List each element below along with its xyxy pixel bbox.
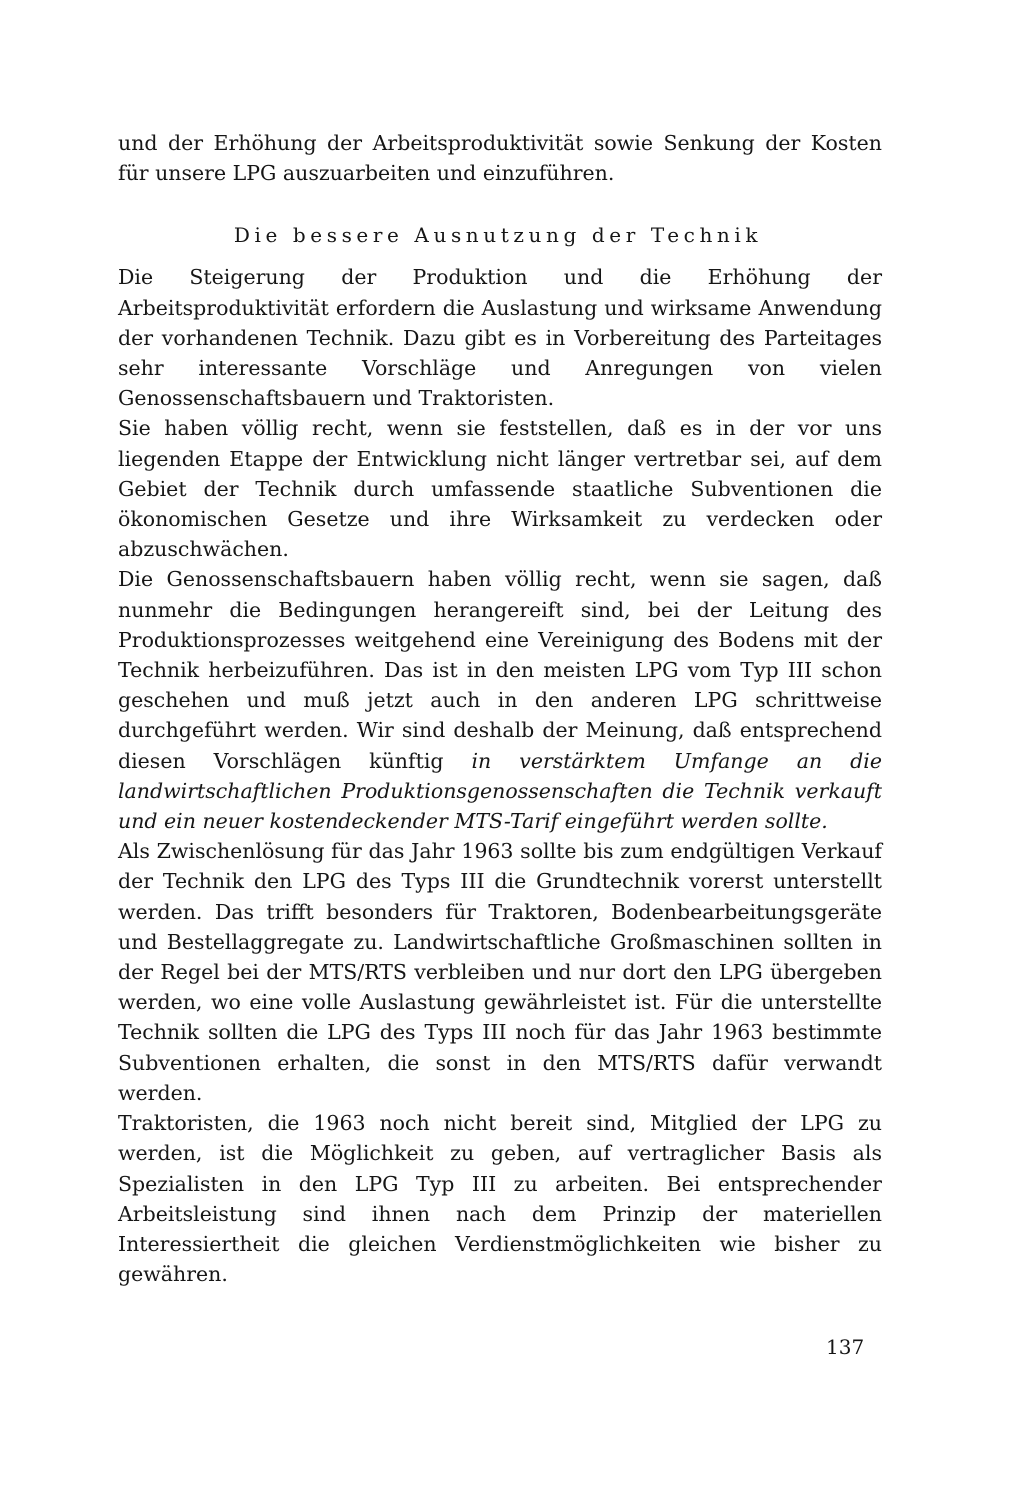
paragraph-technology-use: Die Steigerung der Produktion und die Erhöhung der Arbeitsproduktivität erfordern die Auslastung und wirksame Anwendung der vorhandenen Technik. Dazu gibt es in Vorbereitung des Parteitages sehr interessante Vorschläge und Anregungen von vielen Genossenschaftsbauern und Traktoristen. xyxy=(118,265,882,411)
page-number: 137 xyxy=(826,1335,865,1359)
paragraph-tractor-drivers: Traktoristen, die 1963 noch nicht bereit sind, Mitglied der LPG zu werden, ist die Möglichkeit zu geben, auf vertraglicher Basis als Spezialisten in den LPG Typ III zu arbeiten. Bei entsprechender Arbeitsleistung sind ihnen nach dem Prinzip der materiellen Interessiertheit die gleichen Verdienstmöglichkeiten wie bisher zu gewähren. xyxy=(118,1111,882,1287)
italic-recommendation: in verstärktem Umfange an die landwirtschaftlichen Produktionsgenossenschaften die Technik verkauft und ein neuer kostendeckender MTS-Tarif eingeführt werden sollte. xyxy=(118,748,882,834)
opening-paragraph: und der Erhöhung der Arbeitsproduktivität sowie Senkung der Kosten für unsere LPG auszuarbeiten und einzuführen. xyxy=(118,131,882,186)
paragraph-subsidies: Sie haben völlig recht, wenn sie feststellen, daß es in der vor uns liegenden Etappe der Entwicklung nicht länger vertretbar sei, auf dem Gebiet der Technik durch umfassende staatliche Subventionen die ökonomischen Gesetze und ihre Wirksamkeit zu verdecken oder abzuschwächen. xyxy=(118,416,882,562)
book-page xyxy=(118,128,882,1289)
paragraph-interim-solution: Als Zwischenlösung für das Jahr 1963 sollte bis zum endgültigen Verkauf der Technik den LPG des Typs III die Grundtechnik vorerst unterstellt werden. Das trifft besonders für Traktoren, Bodenbearbeitungsgeräte und Bestellaggregate zu. Landwirtschaftliche Großmaschinen sollten in der Regel bei der MTS/RTS verbleiben und nur dort den LPG übergeben werden, wo eine volle Auslastung gewährleistet ist. Für die unterstellte Technik sollten die LPG des Typs III noch für das Jahr 1963 bestimmte Subventionen erhalten, die sonst in den MTS/RTS dafür verwandt werden. xyxy=(118,839,882,1105)
paragraph-soil-and-technology-text: Die Genossenschaftsbauern haben völlig recht, wenn sie sagen, daß nunmehr die Bedingungen herangereift sind, bei der Leitung des Produktionsprozesses weitgehend eine Vereinigung des Bodens mit der Technik herbeizuführen. Das ist in den meisten LPG vom Typ III schon geschehen und muß jetzt auch in den anderen LPG schrittweise durchgeführt werden. Wir sind deshalb der Meinung, daß entsprechend diesen Vorschlägen künftig xyxy=(118,567,882,773)
paragraph-soil-and-technology xyxy=(118,564,882,836)
section-heading: Die bessere Ausnutzung der Technik xyxy=(233,223,763,248)
